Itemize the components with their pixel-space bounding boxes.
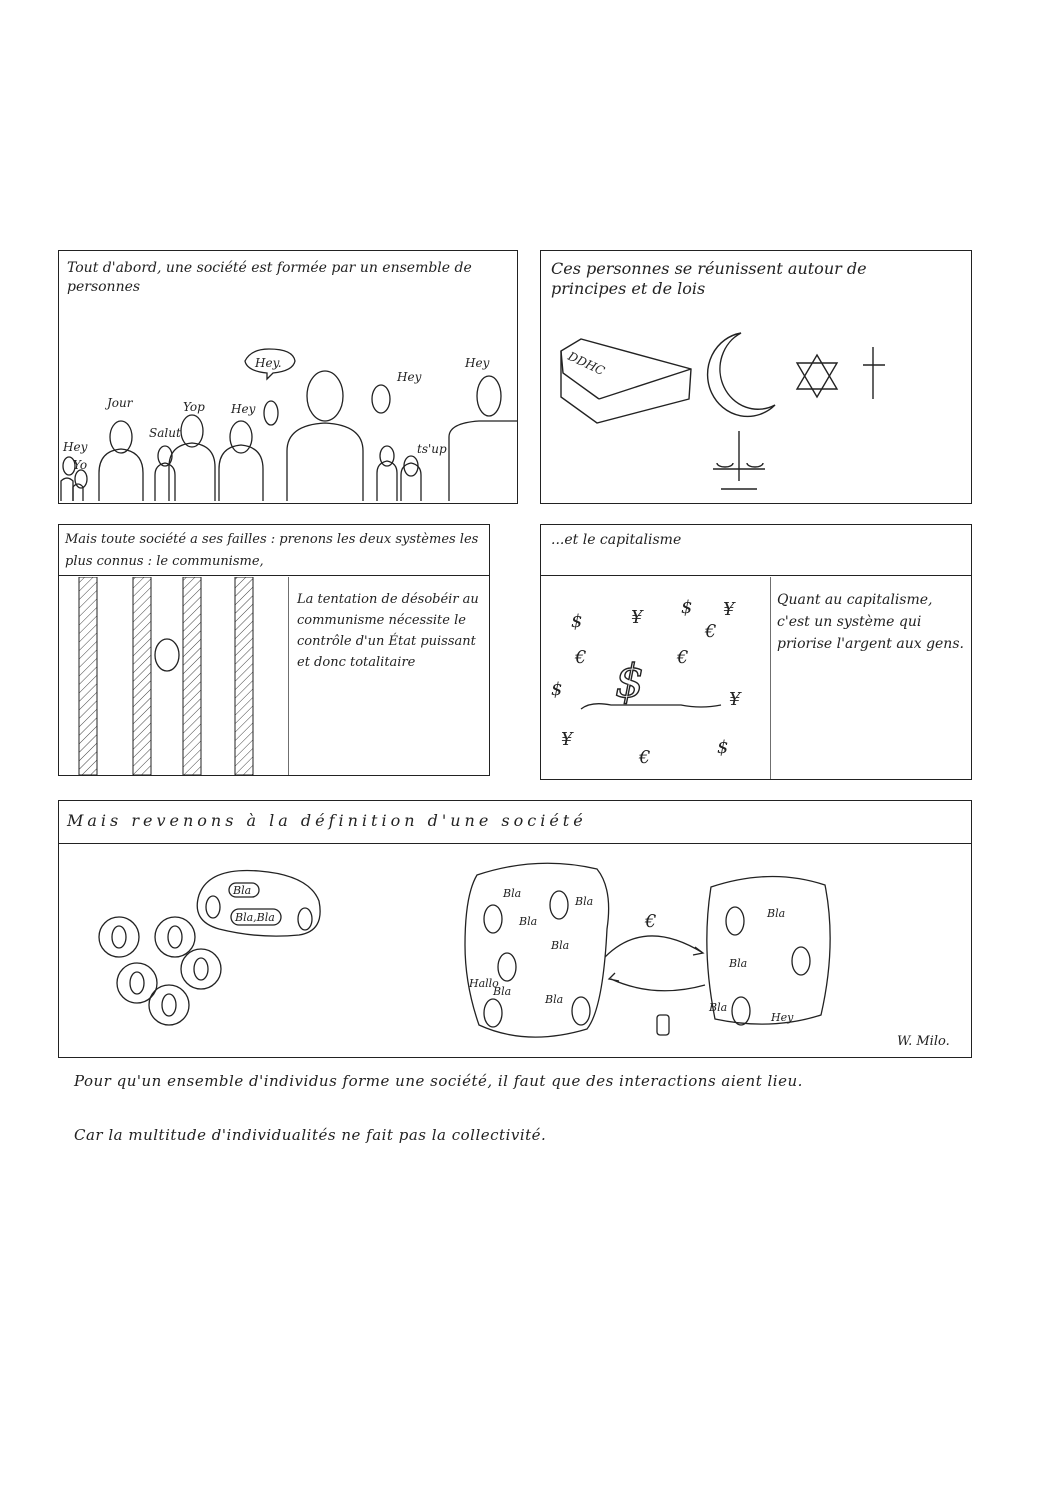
footer-line-1: Pour qu'un ensemble d'individus forme une société, il faut que des interactions aient lieu. — [74, 1072, 803, 1090]
crowd-illustration — [59, 251, 517, 503]
panel2-caption: Ces personnes se réunissent autour de principes et de lois — [551, 259, 867, 298]
panel3-side-text: La tentation de désobéir au communisme nécessite le contrôle d'un État puissant et donc totalitaire — [297, 592, 479, 670]
prison-bars-illustration — [59, 577, 289, 775]
svg-text:€: € — [639, 747, 651, 768]
signature: W. Milo. — [897, 1034, 950, 1049]
society-a-bubble-7: Bla — [545, 993, 564, 1006]
money-illustration — [541, 577, 771, 779]
speech-hey-bubble: Hey. — [255, 356, 282, 370]
panel-communism — [58, 524, 490, 776]
panel5-divider — [58, 843, 972, 844]
panel4-side-text: Quant au capitalisme, c'est un système qui priorise l'argent aux gens. — [777, 592, 964, 652]
speech-jour: Jour — [107, 396, 133, 410]
panel5-caption: Mais revenons à la définition d'une société — [67, 811, 587, 830]
panel3-divider — [58, 575, 490, 576]
society-a-bubble-6: Bla — [493, 985, 512, 998]
panel-definition — [58, 800, 972, 1058]
crescent-icon — [708, 333, 775, 416]
svg-text:€: € — [705, 621, 717, 642]
scales-icon — [713, 431, 765, 489]
symbols-illustration — [541, 251, 971, 503]
panel4-caption: ...et le capitalisme — [551, 532, 682, 548]
currency-euro: € — [645, 911, 657, 932]
society-b-bubble-2: Bla — [729, 957, 748, 970]
speech-hey-left: Hey — [63, 440, 88, 454]
society-a-bubble-4: Bla — [551, 939, 570, 952]
svg-text:$: $ — [681, 597, 693, 618]
speech-yop: Yop — [183, 400, 205, 414]
speech-yo: Yo — [73, 458, 88, 472]
cross-icon — [863, 347, 885, 399]
speech-hey-right: Hey — [465, 356, 490, 370]
svg-text:$: $ — [571, 611, 583, 632]
book-icon — [561, 339, 691, 423]
left-bubble-1: Bla — [233, 884, 252, 897]
panel-society-people — [58, 250, 518, 504]
speech-hey-2: Hey — [231, 402, 256, 416]
svg-text:€: € — [575, 647, 587, 668]
panel-capitalism — [540, 524, 972, 780]
svg-text:¥: ¥ — [561, 729, 573, 750]
panel4-divider — [540, 575, 972, 576]
svg-text:€: € — [677, 647, 689, 668]
society-diagram — [59, 845, 971, 1057]
panel-principles — [540, 250, 972, 504]
speech-salut: Salut — [149, 426, 181, 440]
svg-text:$: $ — [615, 654, 645, 708]
svg-text:$: $ — [551, 679, 563, 700]
svg-text:¥: ¥ — [723, 599, 735, 620]
society-a-bubble-1: Bla — [503, 887, 522, 900]
svg-text:$: $ — [717, 737, 729, 758]
speech-hey-3: Hey — [397, 370, 422, 384]
panel1-caption: Tout d'abord, une société est formée par un ensemble de personnes — [67, 260, 472, 295]
book-label: DDHC — [565, 349, 607, 379]
footer-line-2: Car la multitude d'individualités ne fait pas la collectivité. — [74, 1126, 547, 1144]
svg-text:¥: ¥ — [631, 607, 643, 628]
society-b-bubble-3: Bla — [709, 1001, 728, 1014]
society-a-bubble-3: Bla — [519, 915, 538, 928]
left-bubble-2: Bla,Bla — [235, 911, 275, 924]
society-b-bubble-4: Hey — [771, 1011, 794, 1024]
speech-tsup: ts'up — [417, 442, 447, 456]
panel3-caption: Mais toute société a ses failles : prenons les deux systèmes les plus connus : le communisme, — [65, 532, 479, 569]
society-a-bubble-5: Hallo — [469, 977, 499, 990]
svg-text:¥: ¥ — [729, 689, 741, 710]
society-a-bubble-2: Bla — [575, 895, 594, 908]
society-b-bubble-1: Bla — [767, 907, 786, 920]
